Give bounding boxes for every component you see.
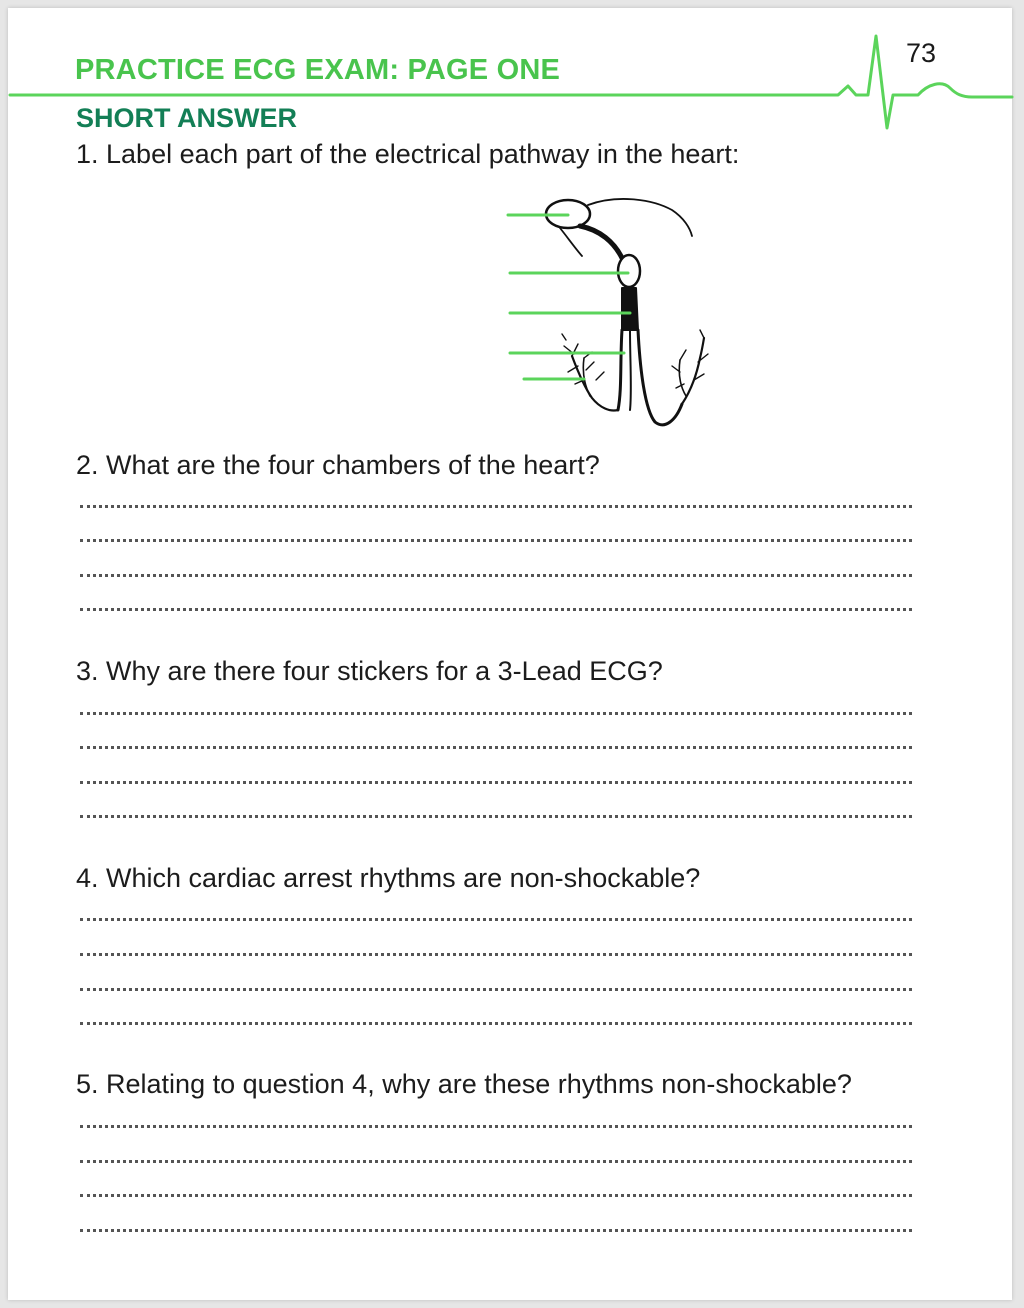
question-4: 4. Which cardiac arrest rhythms are non-shockable? xyxy=(76,863,701,893)
answer-line[interactable] xyxy=(80,1160,912,1163)
answer-line[interactable] xyxy=(80,712,912,715)
answer-line[interactable] xyxy=(80,1125,912,1128)
answer-line[interactable] xyxy=(80,1022,912,1025)
answer-line[interactable] xyxy=(80,505,912,508)
page-number: 73 xyxy=(906,38,937,68)
answer-line[interactable] xyxy=(80,781,912,784)
answer-line[interactable] xyxy=(80,815,912,818)
question-5: 5. Relating to question 4, why are these rhythms non-shockable? xyxy=(76,1069,852,1099)
question-2: 2. What are the four chambers of the heart? xyxy=(76,450,600,480)
answer-line[interactable] xyxy=(80,746,912,749)
answer-line[interactable] xyxy=(80,539,912,542)
answer-line[interactable] xyxy=(80,918,912,921)
answer-line[interactable] xyxy=(80,1194,912,1197)
answer-line[interactable] xyxy=(80,574,912,577)
answer-line[interactable] xyxy=(80,953,912,956)
answer-line[interactable] xyxy=(80,988,912,991)
answer-line[interactable] xyxy=(80,608,912,611)
cardiac-conduction-diagram xyxy=(0,0,1024,440)
answer-line[interactable] xyxy=(80,1229,912,1232)
question-1: 1. Label each part of the electrical pathway in the heart: xyxy=(76,139,740,169)
page-title: PRACTICE ECG EXAM: PAGE ONE xyxy=(75,54,561,86)
section-heading: SHORT ANSWER xyxy=(76,103,297,133)
question-3: 3. Why are there four stickers for a 3-Lead ECG? xyxy=(76,656,663,686)
